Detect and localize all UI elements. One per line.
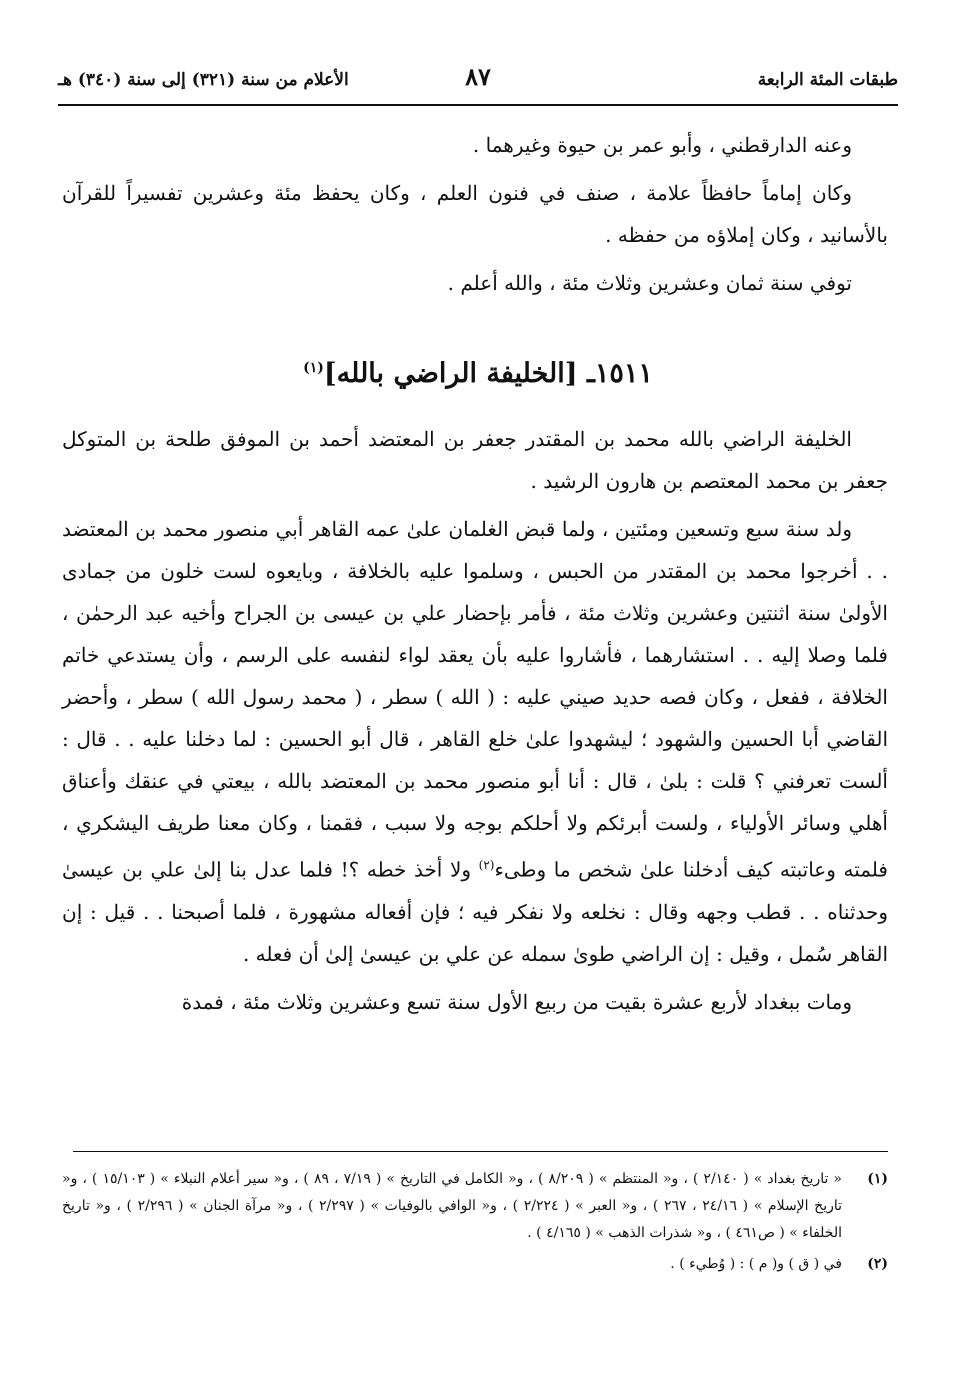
paragraph-text: ولا أخذ خطه ؟! فلما عدل بنا إلىٰ علي بن عيسىٰ وحدثناه . . قطب وجهه وقال : نخلعه ولا نفكر فيه ؛ فإن أفعاله مشهورة ، فلما أصبحنا . . قيل : إن القاهر سُمل ، وقيل : إن الراضي طوىٰ سمله عن علي بن عيسىٰ إلىٰ أن فعله . (62, 857, 888, 966)
footnote-ref: (٢) (478, 858, 495, 872)
header-section-title: طبقات المئة الرابعة (757, 70, 898, 90)
footnote (62, 1251, 888, 1278)
header-divider (58, 104, 898, 106)
entry-title-text: ١٥١١ـ [الخليفة الراضي بالله] (323, 358, 653, 389)
footnote-number: (١) (867, 1171, 888, 1187)
footnote-number: (٢) (867, 1256, 888, 1272)
main-paragraphs (62, 418, 888, 1029)
footnote-divider (73, 1151, 888, 1152)
paragraph: وكان إماماً حافظاً علامة ، صنف في فنون العلم ، وكان يحفظ مئة وعشرين تفسيراً للقرآن بالأسانيد ، وكان إملاؤه من حفظه . (62, 181, 888, 247)
running-header (58, 62, 898, 102)
paragraph (62, 508, 888, 975)
paragraph: وعنه الدارقطني ، وأبو عمر بن حيوة وغيرهما . (472, 133, 852, 157)
footnote-ref: (١) (303, 360, 324, 376)
paragraph: الخليفة الراضي بالله محمد بن المقتدر جعفر بن المعتضد أحمد بن الموفق طلحة بن المتوكل جعفر بن محمد المعتصم بن هارون الرشيد . (62, 427, 888, 493)
header-range-title: الأعلام من سنة (٣٢١) إلى سنة (٣٤٠) هـ (58, 70, 349, 90)
paragraph: توفي سنة ثمان وعشرين وثلاث مئة ، والله أعلم . (447, 271, 852, 295)
entry-title (62, 358, 894, 389)
footnote-text: في ( ق ) و( م ) : ( وُطيء ) . (670, 1256, 842, 1272)
footnotes (62, 1166, 888, 1282)
footnote (62, 1166, 888, 1247)
page-number: ٨٧ (465, 62, 491, 91)
footnote-text: « تاريخ بغداد » ( ٢/١٤٠ ) ، و« المنتظم » ( ٨/٢٠٩ ) ، و« الكامل في التاريخ » ( ٧/١٩ ، ٨٩ ) ، و« سير أعلام النبلاء » ( ١٥/١٠٣ ) ، و« تاريخ الإسلام » ( ٢٤/١٦ ، ٢٦٧ ) ، و« العبر » ( ٢/٢٢٤ ) ، و« الوافي بالوفيات » ( ٢/٢٩٧ ) ، و« مرآة الجنان » ( ٢/٢٩٦ ) ، و« تاريخ الخلفاء » ( ص٤٦١ ) ، و« شذرات الذهب » ( ٤/١٦٥ ) . (62, 1171, 843, 1241)
top-paragraphs (62, 124, 888, 310)
paragraph-text: ولد سنة سبع وتسعين ومئتين ، ولما قبض الغلمان علىٰ عمه القاهر أبي منصور محمد بن المعتضد . . أخرجوا محمد بن المقتدر من الحبس ، وسلموا عليه بالخلافة ، وبايعوه لست خلون من جمادى الأولىٰ سنة اثنتين وعشرين وثلاث مئة ، فأمر بإحضار علي بن عيسى بن الجراح وأخيه عبد الرحمٰن ، فلما وصلا إليه . . استشارهما ، فأشاروا عليه بأن يعقد لواء لنفسه على الرسم ، وأن يستدعي خاتم الخلافة ، ففعل ، وكان فصه حديد صيني عليه : ( الله ) سطر ، ( محمد رسول الله ) سطر ، وأحضر القاضي أبا الحسين والشهود ؛ ليشهدوا علىٰ خلع القاهر ، قال أبو الحسين : لما دخلنا عليه . . قال : ألست تعرفني ؟ قلت : بلىٰ ، قال : أنا أبو منصور محمد بن المعتضد بالله ، بيعتي في عنقك وأعناق أهلي وسائر الأولياء ، ولست أبرئكم ولا أحلكم بوجه ولا سبب ، فقمنا ، وكان معنا طريف اليشكري ، فلمته وعاتبته كيف أدخلنا علىٰ شخص ما وطىء (62, 517, 888, 882)
paragraph: ومات ببغداد لأربع عشرة بقيت من ربيع الأول سنة تسع وعشرين وثلاث مئة ، فمدة (181, 989, 852, 1014)
